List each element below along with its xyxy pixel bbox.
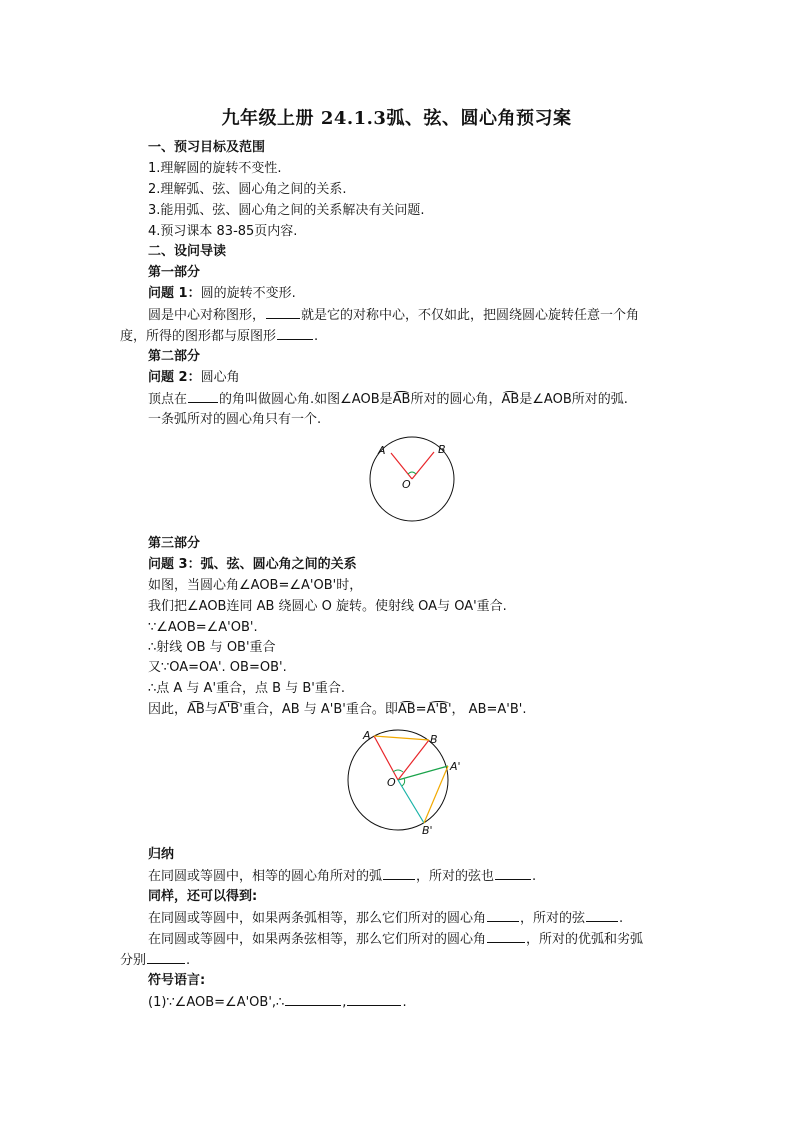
arc-ab-symbol-4: AB [398,700,416,720]
conclusion-text-c: 重合，AB 与 A'B'重合。即 [242,702,398,717]
part2-question-label: 问题 2： [148,370,201,385]
chord-ab [374,736,429,740]
summary-text-h: ，所对的优弧和劣弧 [526,932,644,947]
answer-blank-coincide[interactable] [277,326,313,340]
radius-oa [391,453,412,479]
answer-blank-symbol-1[interactable] [285,992,341,1006]
goal-item-1: 1.理解圆的旋转不变性. [148,161,282,176]
answer-blank-chords-equal[interactable] [495,866,531,880]
part1-text-a: 圆是中心对称图形， [148,308,266,323]
part2-question-text: 圆心角 [200,370,240,385]
page-title: 九年级上册 24.1.3弧、弦、圆心角预习案 [221,108,572,129]
summary-text-d: 在同圆或等圆中，如果两条弧相等，那么它们所对的圆心角 [148,911,487,926]
label-a-2: A [363,729,371,742]
part2-line-2: 一条弧所对的圆心角只有一个. [148,412,322,427]
part2-text-d: 是∠AOB所对的弧. [519,392,628,407]
goal-item-4: 4.预习课本 83-85页内容. [148,224,298,239]
arc-ab-symbol-2: AB [501,390,519,410]
summary-heading-2: 同样，还可以得到: [148,889,258,904]
summary-text-a: 在同圆或等圆中，相等的圆心角所对的弧 [148,869,383,884]
proof-line-2: 我们把∠AOB连同 AB 绕圆心 O 旋转。使射线 OA与 OA'重合. [148,599,507,614]
arc-ab-symbol: AB [393,390,411,410]
proof-line-6: ∴点 A 与 A'重合，点 B 与 B'重合. [148,681,345,696]
summary-text-c: . [532,869,537,884]
arc-a2b2-symbol: A'B' [218,700,243,720]
part2-question [148,368,240,388]
conclusion-text-e: ， AB=A'B'. [451,702,527,717]
part1-heading: 第一部分 [148,265,201,280]
arc-a2b2-symbol-2: A'B' [427,700,452,720]
section-heading-goals: 一、预习目标及范围 [148,140,266,155]
summary-line-4 [120,950,190,971]
label-b-prime: B' [422,824,433,837]
part1-text-c: 度，所得的图形都与原图形 [120,329,277,344]
symbol-text-a: (1)∵∠AOB=∠A'OB',∴ [148,995,285,1010]
label-a: A [378,444,386,457]
summary-text-j: . [186,953,191,968]
answer-blank-center[interactable] [266,305,300,319]
part1-question-label: 问题 1： [148,286,201,301]
radius-ob-2 [398,740,429,780]
summary-heading: 归纳 [148,847,175,862]
summary-text-i: 分别 [120,953,147,968]
summary-text-f: . [619,911,624,926]
conclusion-text-d: = [415,702,427,717]
answer-blank-chord-1[interactable] [586,908,618,922]
angle-mark [408,472,416,474]
part3-question-title: 问题 3：弧、弦、圆心角之间的关系 [148,557,357,572]
part1-line-1 [148,305,639,326]
symbol-line-1 [148,992,407,1013]
answer-blank-vertex[interactable] [188,389,218,403]
angle-mark-2 [393,770,403,772]
arc-ab-symbol-3: AB [187,700,205,720]
label-o-2: O [387,776,396,789]
part1-line-2 [120,326,318,347]
summary-text-e: ，所对的弦 [520,911,586,926]
part1-text-d: . [314,329,319,344]
part2-line-1 [148,389,628,410]
answer-blank-symbol-2[interactable] [347,992,401,1006]
label-b-2: B [430,733,438,746]
proof-line-1: 如图，当圆心角∠AOB=∠A'OB'时， [148,578,363,593]
central-angle-figure [360,434,460,526]
label-b: B [438,443,446,456]
symbol-text-b: , [342,995,347,1010]
proof-line-5: 又∵OA=OA'. OB=OB'. [148,660,287,675]
summary-line-2 [148,908,623,929]
section-heading-guide: 二、设问导读 [148,244,227,259]
radius-ob [412,452,434,479]
proof-line-3: ∵∠AOB=∠A'OB'. [148,620,258,635]
label-o: O [402,478,411,491]
goal-item-2: 2.理解弧、弦、圆心角之间的关系. [148,182,347,197]
proof-line-4: ∴射线 OB 与 OB'重合 [148,640,276,655]
symbol-text-c: . [402,995,407,1010]
answer-blank-arcs-equal[interactable] [383,866,415,880]
summary-line-1 [148,866,536,887]
summary-line-3 [148,929,643,950]
answer-blank-arcs-2[interactable] [147,950,185,964]
rotation-figure [338,722,474,838]
answer-blank-angle-2[interactable] [487,929,525,943]
part1-question-text: 圆的旋转不变形. [200,286,296,301]
part3-heading: 第三部分 [148,536,201,551]
chord-a-prime-b-prime [424,766,448,823]
part1-question [148,284,296,304]
part2-heading: 第二部分 [148,349,201,364]
radius-oa-2 [374,736,398,780]
summary-text-g: 在同圆或等圆中，如果两条弦相等，那么它们所对的圆心角 [148,932,487,947]
symbol-language-heading: 符号语言: [148,973,206,988]
summary-text-b: ，所对的弦也 [416,869,495,884]
part2-text-b: 的角叫做圆心角.如图∠AOB是 [219,392,393,407]
part1-text-b: 就是它的对称中心，不仅如此，把圆绕圆心旋转任意一个角 [301,308,640,323]
part2-text-a: 顶点在 [148,392,188,407]
goal-item-3: 3.能用弧、弦、圆心角之间的关系解决有关问题. [148,203,425,218]
radius-ob-prime [398,780,424,823]
conclusion-text-a: 因此， [148,702,188,717]
proof-conclusion [148,700,526,720]
conclusion-text-b: 与 [204,702,218,717]
answer-blank-angle-1[interactable] [487,908,519,922]
radius-oa-prime [398,766,448,780]
part2-text-c: 所对的圆心角， [410,392,502,407]
label-a-prime: A' [450,760,461,773]
